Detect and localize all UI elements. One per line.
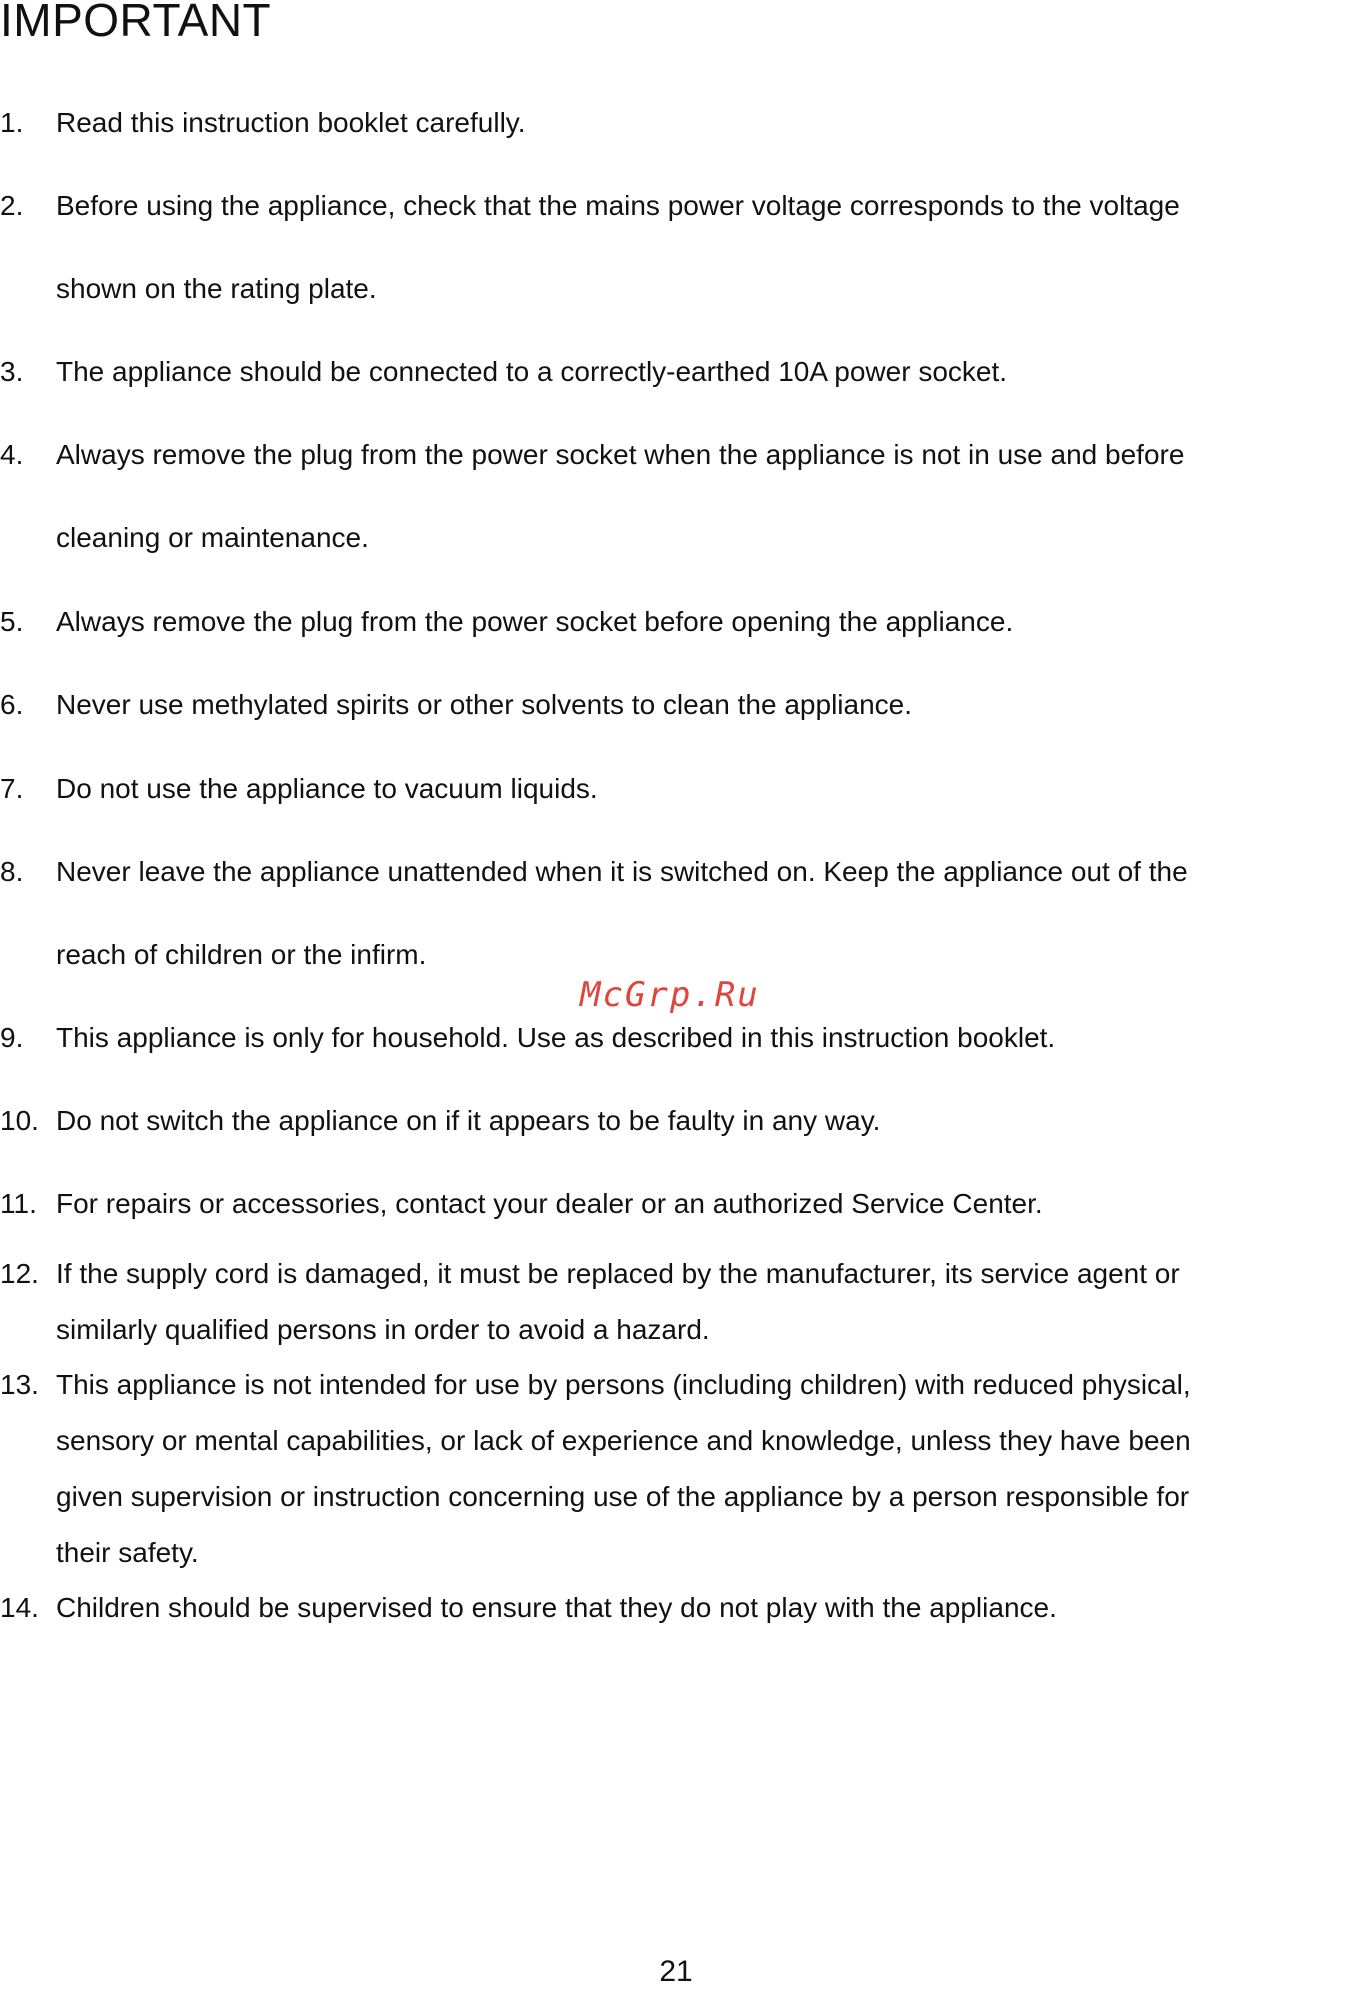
item-number: 11. <box>0 1188 37 1219</box>
item-text-line: This appliance is not intended for use by persons (including children) with reduced physical, <box>56 1369 1191 1400</box>
item-text-line: reach of children or the infirm. <box>56 939 427 970</box>
item-number: 12. <box>0 1258 39 1289</box>
item-text-line: Do not switch the appliance on if it appears to be faulty in any way. <box>56 1105 881 1136</box>
item-number: 3. <box>0 356 24 387</box>
item-text-line: similarly qualified persons in order to avoid a hazard. <box>56 1314 710 1345</box>
item-text-line: Always remove the plug from the power socket before opening the appliance. <box>56 606 1014 637</box>
item-number: 7. <box>0 773 24 804</box>
item-text-line: If the supply cord is damaged, it must be replaced by the manufacturer, its service agent or <box>56 1258 1180 1289</box>
item-text-line: sensory or mental capabilities, or lack of experience and knowledge, unless they have been <box>56 1425 1191 1456</box>
item-number: 13. <box>0 1369 39 1400</box>
item-text-line: Before using the appliance, check that the mains power voltage corresponds to the voltage <box>56 190 1180 221</box>
item-number: 5. <box>0 606 24 637</box>
item-text-line: cleaning or maintenance. <box>56 522 369 553</box>
item-text-line: given supervision or instruction concerning use of the appliance by a person responsible for <box>56 1481 1190 1512</box>
item-text-line: Read this instruction booklet carefully. <box>56 107 526 138</box>
item-number: 2. <box>0 190 24 221</box>
watermark: McGrp.Ru <box>580 975 760 1015</box>
item-text-line: their safety. <box>56 1537 199 1568</box>
item-number: 14. <box>0 1592 39 1623</box>
item-text-line: shown on the rating plate. <box>56 273 377 304</box>
item-number: 9. <box>0 1022 24 1053</box>
item-number: 10. <box>0 1105 39 1136</box>
item-text-line: The appliance should be connected to a correctly-earthed 10A power socket. <box>56 356 1008 387</box>
item-number: 6. <box>0 689 24 720</box>
item-text-line: Never use methylated spirits or other solvents to clean the appliance. <box>56 689 913 720</box>
item-text-line: Never leave the appliance unattended when it is switched on. Keep the appliance out of the <box>56 856 1188 887</box>
item-text-line: For repairs or accessories, contact your dealer or an authorized Service Center. <box>56 1188 1043 1219</box>
item-text-line: This appliance is only for household. Use as described in this instruction booklet. <box>56 1022 1056 1053</box>
item-number: 8. <box>0 856 24 887</box>
item-text-line: Children should be supervised to ensure that they do not play with the appliance. <box>56 1592 1057 1623</box>
item-number: 1. <box>0 107 24 138</box>
item-number: 4. <box>0 439 24 470</box>
item-text-line: Always remove the plug from the power socket when the appliance is not in use and before <box>56 439 1185 470</box>
page-number: 21 <box>659 1955 693 1988</box>
item-text-line: Do not use the appliance to vacuum liquids. <box>56 773 598 804</box>
page-title: IMPORTANT <box>0 0 272 46</box>
